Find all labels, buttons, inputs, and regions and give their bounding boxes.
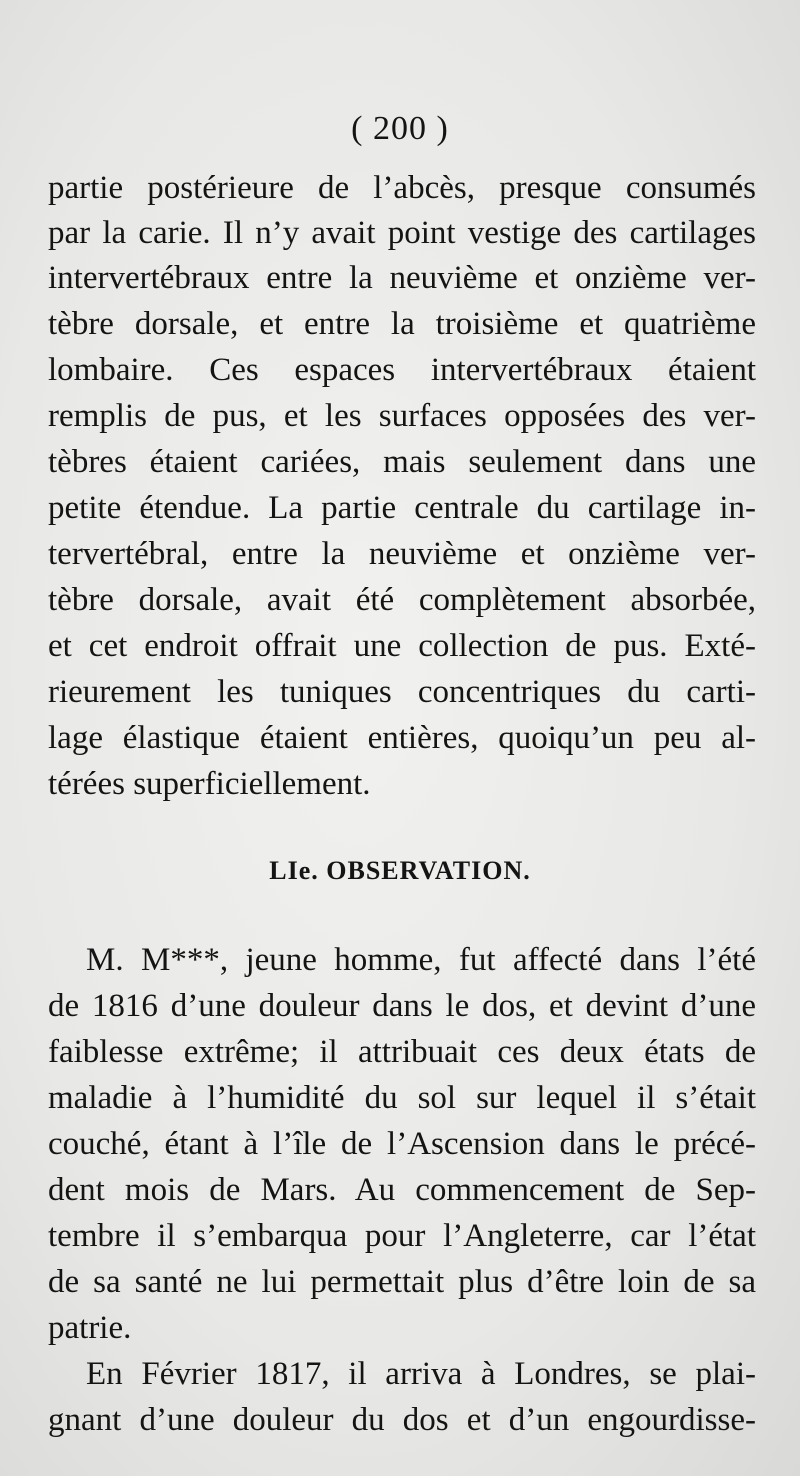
text-line: de 1816 d’une douleur dans le dos, et devint d’une <box>48 988 756 1024</box>
text-line: tèbre dorsale, avait été complètement absorbée, <box>48 582 756 618</box>
page-number: ( 200 ) <box>351 110 449 147</box>
text-line: En Février 1817, il arriva à Londres, se plai- <box>86 1356 756 1392</box>
text-line: partie postérieure de l’abcès, presque consumés <box>48 170 756 206</box>
text-line: lage élastique étaient entières, quoiqu’un peu al- <box>48 720 756 756</box>
text-line: maladie à l’humidité du sol sur lequel il s’était <box>48 1080 756 1116</box>
text-line: dent mois de Mars. Au commencement de Sep- <box>48 1172 756 1208</box>
text-line: M. M***, jeune homme, fut affecté dans l’été <box>86 942 756 978</box>
section-heading: LIe. OBSERVATION. <box>269 856 531 885</box>
text-line: faiblesse extrême; il attribuait ces deux états de <box>48 1034 756 1070</box>
text-line: intervertébraux entre la neuvième et onzième ver- <box>48 260 756 296</box>
text-line: tembre il s’embarqua pour l’Angleterre, car l’état <box>48 1218 756 1254</box>
text-line: gnant d’une douleur du dos et d’un engourdisse- <box>48 1402 756 1438</box>
text-line: patrie. <box>48 1310 132 1346</box>
text-line: lombaire. Ces espaces intervertébraux étaient <box>48 352 756 388</box>
text-line: et cet endroit offrait une collection de pus. Exté- <box>48 628 756 664</box>
text-line: de sa santé ne lui permettait plus d’être loin de sa <box>48 1264 756 1300</box>
text-line: couché, étant à l’île de l’Ascension dans le précé- <box>48 1126 756 1162</box>
text-line: tèbre dorsale, et entre la troisième et quatrième <box>48 306 756 342</box>
text-line: par la carie. Il n’y avait point vestige des cartilages <box>48 215 756 251</box>
text-line: tervertébral, entre la neuvième et onzième ver- <box>48 536 756 572</box>
text-line: remplis de pus, et les surfaces opposées des ver- <box>48 398 756 434</box>
text-line: térées superficiellement. <box>48 766 371 802</box>
text-line: tèbres étaient cariées, mais seulement dans une <box>48 444 756 480</box>
text-line: rieurement les tuniques concentriques du carti- <box>48 674 756 710</box>
text-line: petite étendue. La partie centrale du cartilage in- <box>48 490 756 526</box>
